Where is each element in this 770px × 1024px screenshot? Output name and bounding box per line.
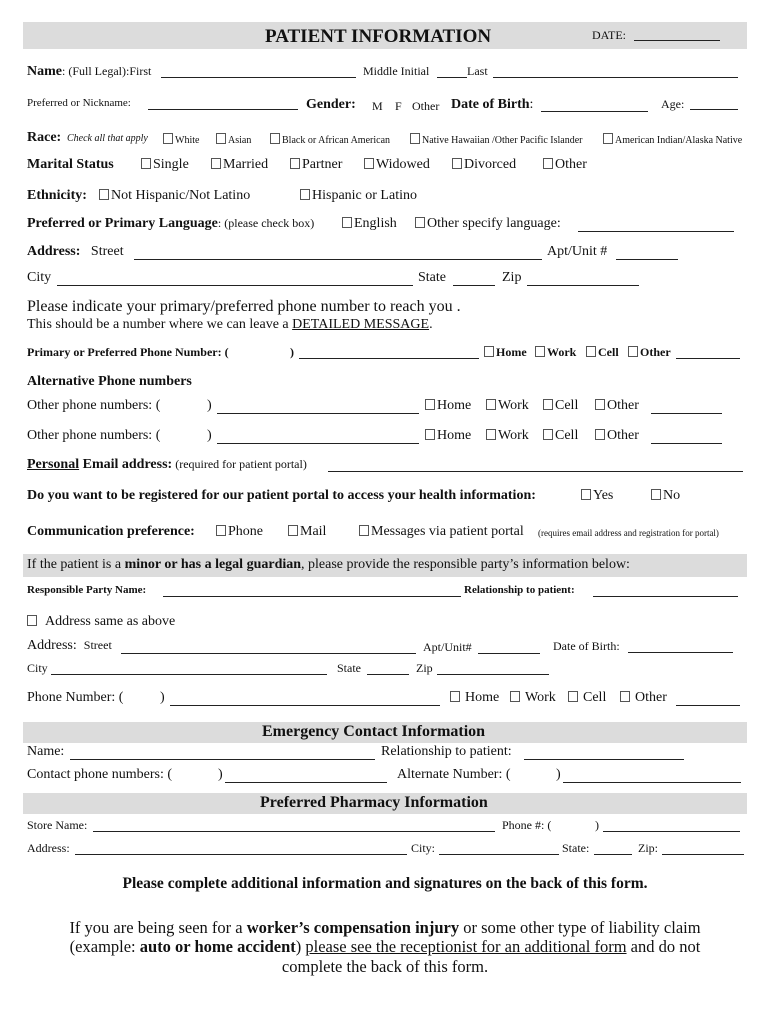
option-label: Cell [583, 690, 607, 705]
option-label: Work [498, 398, 529, 413]
option-label: Home [437, 398, 472, 413]
checkbox-icon [452, 158, 462, 169]
checkbox-icon [364, 158, 374, 169]
race-option-asian[interactable] [216, 133, 251, 146]
resp-phone-home[interactable] [450, 690, 499, 706]
resp-street-field[interactable] [121, 652, 416, 654]
resp-phone-other-field[interactable] [676, 704, 740, 706]
alt-phone-1-other-field[interactable] [651, 412, 722, 414]
checkbox-icon [586, 346, 596, 357]
emergency-relationship-field[interactable] [524, 758, 684, 760]
other-language-field[interactable] [578, 230, 734, 232]
checkbox-icon [535, 346, 545, 357]
footer-p2d: and do not [626, 937, 701, 956]
option-label: Other [607, 398, 639, 413]
checkbox-icon [288, 525, 298, 536]
footer-line3: complete the back of this form. [281, 957, 489, 976]
resp-address-row [27, 638, 112, 654]
state-label: State [418, 270, 446, 285]
minor-post: , please provide the responsible party’s information below: [301, 557, 630, 572]
alt-phone-heading: Alternative Phone numbers [27, 374, 192, 389]
checkbox-icon [216, 525, 226, 536]
footer-p1b: worker’s compensation injury [246, 918, 460, 937]
pharmacy-zip-field[interactable] [662, 853, 744, 855]
checkbox-icon [99, 189, 109, 200]
pharmacy-city-field[interactable] [439, 853, 559, 855]
checkbox-icon [359, 525, 369, 536]
dob-text: Date of Birth [451, 97, 530, 112]
checkbox-icon [603, 133, 613, 144]
option-label: Cell [555, 428, 579, 443]
resp-same-label: Address same as above [45, 614, 176, 629]
resp-dob-field[interactable] [628, 651, 733, 653]
checkbox-icon [216, 133, 226, 144]
city-label: City [27, 270, 52, 285]
race-option-white[interactable] [163, 133, 199, 146]
race-option-label: Asian [228, 135, 252, 146]
minor-text [27, 557, 630, 573]
middle-initial-field[interactable] [437, 76, 467, 78]
checkbox-icon [425, 399, 435, 410]
resp-zip-field[interactable] [437, 673, 549, 675]
language-other-label: Other specify language: [427, 216, 561, 231]
pharmacy-state-field[interactable] [594, 853, 632, 855]
resp-phone-field[interactable] [170, 704, 440, 706]
checkbox-icon [484, 346, 494, 357]
resp-same-address[interactable] [27, 614, 175, 630]
option-label: Work [498, 428, 529, 443]
comm-mail[interactable] [288, 524, 326, 540]
primary-phone-field[interactable] [299, 357, 479, 359]
checkbox-icon [595, 399, 605, 410]
detailed-message-text: DETAILED MESSAGE [292, 317, 430, 332]
minor-bold: minor or has a legal guardian [124, 557, 302, 572]
language-note: : (please check box) [217, 216, 315, 230]
comm-label: Communication preference: [27, 524, 195, 539]
comm-messages[interactable] [359, 524, 524, 540]
resp-city-label: City [27, 661, 48, 675]
checkbox-icon [27, 615, 37, 626]
comm-note: (requires email address and registration for portal) [538, 528, 719, 538]
alt-phone-1-cell[interactable] [543, 398, 578, 414]
checkbox-icon [141, 158, 151, 169]
checkbox-icon [300, 189, 310, 200]
primary-phone-home[interactable] [484, 345, 527, 360]
option-label: Work [525, 690, 556, 705]
race-option-label: Black or African American [282, 135, 391, 146]
alt-phone-1-work[interactable] [486, 398, 529, 414]
resp-street-label: Street [83, 638, 112, 652]
email-note: (required for patient portal) [172, 457, 307, 471]
race-option-label: American Indian/Alaska Native [615, 135, 743, 146]
footer-p2b: auto or home accident [139, 937, 296, 956]
email-field[interactable] [328, 470, 743, 472]
option-label: Work [547, 345, 577, 359]
footer-line1 [0, 918, 770, 938]
pharmacy-address-label: Address: [27, 841, 70, 855]
primary-phone-work[interactable] [535, 345, 576, 360]
last-name-label: Last [467, 64, 488, 78]
footer-p2c: ) [295, 937, 306, 956]
phone-intro-line2-pre: This should be a number where we can leave a [27, 317, 293, 332]
nickname-field[interactable] [148, 108, 298, 110]
resp-apt-field[interactable] [478, 652, 540, 654]
middle-initial-label: Middle Initial [363, 64, 430, 78]
primary-phone-paren: ) [290, 345, 294, 359]
footer-p1: If you are being seen for a [69, 918, 247, 937]
checkbox-icon [510, 691, 520, 702]
checkbox-icon [628, 346, 638, 357]
marital-option-label: Other [555, 157, 587, 172]
emergency-contact-paren: ) [218, 767, 223, 782]
checkbox-icon [595, 429, 605, 440]
option-label: Home [496, 345, 527, 359]
checkbox-icon [450, 691, 460, 702]
ethnicity-option-not-hispanic[interactable] [99, 188, 250, 204]
language-option-english[interactable] [342, 216, 397, 232]
marital-option-label: Single [153, 157, 189, 172]
name-row [27, 63, 151, 80]
race-option-black[interactable] [270, 133, 390, 146]
checkbox-icon [543, 429, 553, 440]
alt-phone-1-paren: ) [207, 398, 212, 413]
option-label: Other [607, 428, 639, 443]
last-name-field[interactable] [493, 76, 738, 78]
date-label: DATE: [592, 28, 626, 42]
alt-phone-2-work[interactable] [486, 428, 529, 444]
zip-label: Zip [502, 270, 522, 285]
pharmacy-city-label: City: [411, 841, 436, 855]
footer-p2a: (example: [69, 937, 140, 956]
pharmacy-store-field[interactable] [93, 830, 495, 832]
primary-phone-cell[interactable] [586, 345, 619, 360]
footer-line2 [0, 937, 770, 957]
alt-phone-1-home[interactable] [425, 398, 471, 414]
alt-phone-2-paren: ) [207, 428, 212, 443]
phone-intro-line1: Please indicate your primary/preferred phone number to reach you . [27, 298, 461, 315]
pharmacy-address-field[interactable] [75, 853, 407, 855]
nickname-label: Preferred or Nickname: [27, 97, 131, 109]
emergency-alternate-label: Alternate Number: ( [397, 767, 511, 782]
checkbox-icon [425, 429, 435, 440]
resp-phone-paren: ) [160, 690, 165, 705]
resp-relationship-label: Relationship to patient: [464, 584, 575, 596]
phone-intro-line2-post: . [429, 317, 433, 332]
footer-p1c: or some other type of liability claim [459, 918, 701, 937]
street-field[interactable] [134, 258, 542, 260]
resp-name-label: Responsible Party Name: [27, 584, 147, 596]
portal-yes[interactable] [581, 488, 613, 504]
ethnicity-option-label: Hispanic or Latino [312, 188, 417, 203]
pharmacy-phone-label: Phone #: ( [502, 818, 552, 832]
emergency-contact-field[interactable] [225, 781, 387, 783]
primary-phone-other[interactable] [628, 345, 671, 360]
marital-option-widowed[interactable] [364, 157, 430, 173]
race-option-american-indian[interactable] [603, 133, 742, 146]
comm-messages-label: Messages via patient portal [371, 524, 524, 539]
pharmacy-state-label: State: [562, 841, 590, 855]
marital-option-label: Widowed [376, 157, 430, 172]
emergency-relationship-label: Relationship to patient: [381, 744, 512, 759]
comm-phone[interactable] [216, 524, 263, 540]
resp-dob-label: Date of Birth: [553, 639, 620, 653]
checkbox-icon [568, 691, 578, 702]
pharmacy-phone-paren: ) [595, 818, 599, 832]
language-english-label: English [354, 216, 397, 231]
race-label: Race: [27, 130, 62, 145]
apt-label: Apt/Unit # [547, 244, 608, 259]
checkbox-icon [163, 133, 173, 144]
pharmacy-phone-field[interactable] [603, 830, 740, 832]
language-option-other[interactable] [415, 216, 561, 232]
alt-phone-2-other[interactable] [595, 428, 639, 444]
checkbox-icon [290, 158, 300, 169]
emergency-alternate-paren: ) [556, 767, 561, 782]
checkbox-icon [486, 399, 496, 410]
full-legal-label: : (Full Legal):First [62, 64, 152, 78]
minor-pre: If the patient is a [27, 557, 125, 572]
resp-phone-other[interactable] [620, 690, 667, 706]
emergency-alternate-field[interactable] [563, 781, 741, 783]
marital-option-divorced[interactable] [452, 157, 516, 173]
zip-field[interactable] [527, 284, 639, 286]
resp-apt-label: Apt/Unit# [423, 640, 472, 654]
language-label: Preferred or Primary Language [27, 216, 218, 231]
email-label: Email address: [79, 457, 173, 472]
checkbox-icon [415, 217, 425, 228]
checkbox-icon [543, 158, 553, 169]
age-field[interactable] [690, 108, 738, 110]
option-label: Cell [555, 398, 579, 413]
pharmacy-store-label: Store Name: [27, 818, 88, 832]
phone-intro-line2 [27, 317, 433, 333]
marital-label: Marital Status [27, 157, 114, 172]
race-option-label: Native Hawaiian /Other Pacific Islander [422, 135, 583, 146]
language-row [27, 216, 314, 232]
alt-phone-2-home[interactable] [425, 428, 471, 444]
option-label: Cell [598, 345, 619, 359]
gender-m[interactable]: M [372, 99, 383, 113]
checkbox-icon [342, 217, 352, 228]
marital-option-single[interactable] [141, 157, 189, 173]
email-personal: Personal [27, 457, 80, 472]
resp-relationship-field[interactable] [593, 595, 738, 597]
ethnicity-label: Ethnicity: [27, 188, 87, 203]
resp-city-field[interactable] [51, 673, 327, 675]
street-label: Street [90, 244, 124, 259]
alt-phone-1-label: Other phone numbers: ( [27, 398, 161, 413]
ethnicity-option-label: Not Hispanic/Not Latino [111, 188, 251, 203]
dob-field[interactable] [541, 110, 648, 112]
option-label: Home [437, 428, 472, 443]
checkbox-icon [581, 489, 591, 500]
checkbox-icon [410, 133, 420, 144]
dob-label [451, 97, 533, 113]
state-field[interactable] [453, 284, 495, 286]
primary-phone-other-field[interactable] [676, 357, 740, 359]
checkbox-icon [211, 158, 221, 169]
complete-note: Please complete additional information and signatures on the back of this form. [122, 875, 648, 892]
email-row [27, 457, 307, 473]
city-field[interactable] [57, 284, 413, 286]
resp-address-label: Address: [27, 638, 77, 653]
resp-name-field[interactable] [163, 595, 461, 597]
pharmacy-title: Preferred Pharmacy Information [260, 794, 488, 811]
primary-phone-label: Primary or Preferred Phone Number: ( [27, 345, 229, 359]
checkbox-icon [486, 429, 496, 440]
alt-phone-1-field[interactable] [217, 412, 419, 414]
portal-no-label: No [663, 488, 681, 503]
emergency-title: Emergency Contact Information [262, 723, 486, 740]
alt-phone-2-cell[interactable] [543, 428, 578, 444]
race-note: Check all that apply [67, 133, 148, 144]
footer-p2u: please see the receptionist for an additional form [305, 937, 627, 956]
first-name-field[interactable] [161, 76, 356, 78]
age-label: Age: [661, 97, 685, 111]
option-label: Other [635, 690, 667, 705]
alt-phone-2-field[interactable] [217, 442, 419, 444]
pharmacy-zip-label: Zip: [638, 841, 658, 855]
alt-phone-2-label: Other phone numbers: ( [27, 428, 161, 443]
option-label: Other [640, 345, 671, 359]
marital-option-partner[interactable] [290, 157, 342, 173]
race-option-hawaiian[interactable] [410, 133, 583, 146]
address-label: Address: [27, 244, 81, 259]
checkbox-icon [270, 133, 280, 144]
race-option-label: White [175, 135, 200, 146]
emergency-name-label: Name: [27, 744, 65, 759]
resp-state-field[interactable] [367, 673, 409, 675]
resp-phone-cell[interactable] [568, 690, 606, 706]
resp-state-label: State [337, 661, 361, 675]
apt-field[interactable] [616, 258, 678, 260]
marital-option-label: Divorced [464, 157, 517, 172]
date-field[interactable] [634, 39, 720, 41]
checkbox-icon [620, 691, 630, 702]
alt-phone-1-other[interactable] [595, 398, 639, 414]
gender-f[interactable]: F [395, 99, 402, 113]
portal-yes-label: Yes [593, 488, 614, 503]
comm-mail-label: Mail [300, 524, 327, 539]
marital-option-married[interactable] [211, 157, 268, 173]
marital-option-label: Partner [302, 157, 343, 172]
emergency-name-field[interactable] [70, 758, 375, 760]
address-row [27, 244, 124, 260]
resp-phone-work[interactable] [510, 690, 556, 706]
comm-phone-label: Phone [228, 524, 263, 539]
gender-other[interactable]: Other [412, 99, 440, 113]
checkbox-icon [651, 489, 661, 500]
resp-zip-label: Zip [416, 661, 433, 675]
dob-colon: : [529, 97, 534, 112]
portal-question: Do you want to be registered for our patient portal to access your health information: [27, 488, 536, 503]
gender-label: Gender: [306, 97, 356, 112]
marital-option-label: Married [223, 157, 269, 172]
option-label: Home [465, 690, 500, 705]
page-title: PATIENT INFORMATION [265, 26, 492, 47]
resp-phone-label: Phone Number: ( [27, 690, 124, 705]
marital-option-other[interactable] [543, 157, 587, 173]
name-label: Name [27, 64, 62, 79]
ethnicity-option-hispanic[interactable] [300, 188, 417, 204]
portal-no[interactable] [651, 488, 680, 504]
emergency-contact-label: Contact phone numbers: ( [27, 767, 173, 782]
checkbox-icon [543, 399, 553, 410]
alt-phone-2-other-field[interactable] [651, 442, 722, 444]
